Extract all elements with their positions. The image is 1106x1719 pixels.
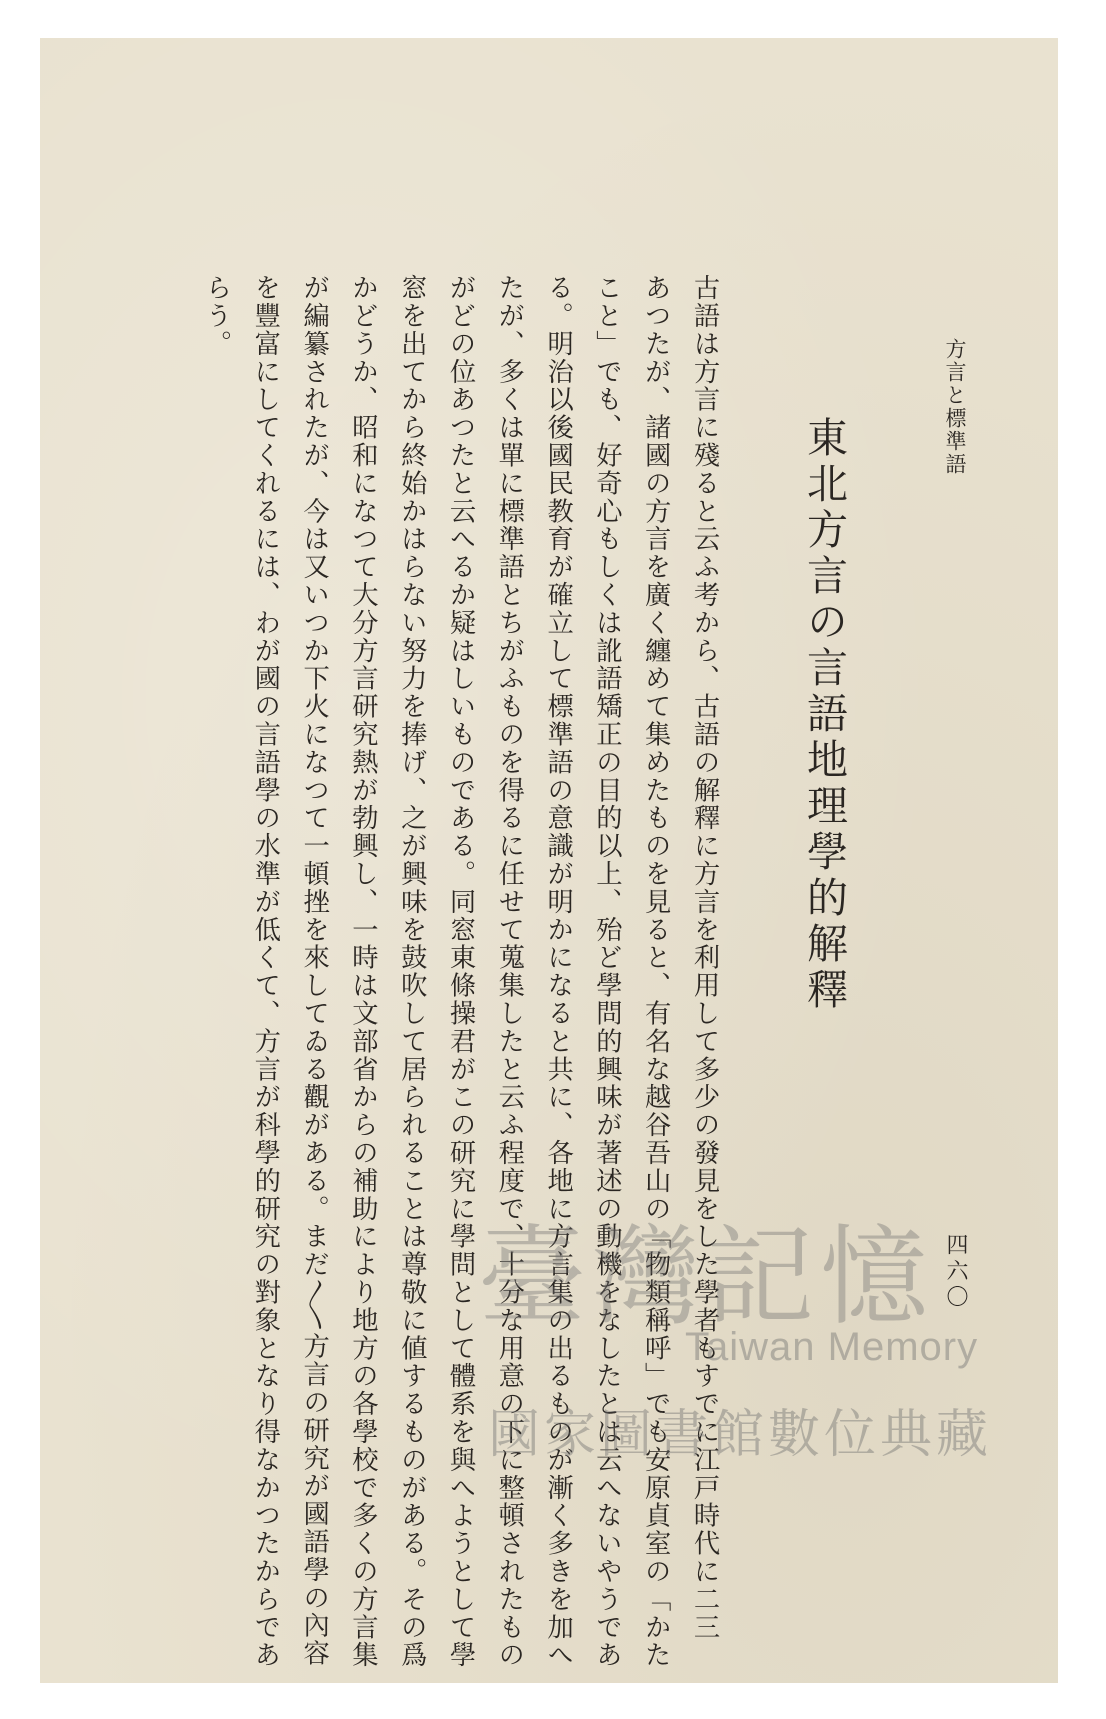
- paragraph-line: がどの位あつたと云へるか疑はしいものである。同窓東條操君がこの研究に學問として體系を與へようとして學: [445, 274, 476, 1669]
- page-number: 四六〇: [943, 1233, 968, 1311]
- article-title: 東北方言の言語地理學的解釋: [800, 416, 848, 1014]
- paragraph-line: る。明治以後國民教育が確立して標準語の意識が明かになると共に、各地に方言集の出るものが漸く多きを加へ: [542, 274, 573, 1669]
- paragraph-line: たが、多くは單に標準語とちがふものを得るに任せて蒐集したと云ふ程度で、十分な用意の下に整頓されたもの: [493, 274, 524, 1669]
- watermark-logo: 臺灣記憶: [478, 1215, 935, 1340]
- paragraph-line: こと」でも、好奇心もしくは訛語矯正の目的以上、殆ど學問的興味が著述の動機をなしたとは云へないやうであ: [591, 274, 622, 1669]
- paragraph-line: かどうか、昭和になつて大分方言研究熱が勃興し、一時は文部省からの補助により地方の各學校で多くの方言集: [347, 274, 378, 1669]
- running-head: 方言と標準語: [943, 338, 967, 476]
- paragraph-line: らう。: [201, 274, 232, 358]
- paragraph-line: 窓を出てから終始かはらない努力を捧げ、之が興味を鼓吹して居られることは尊敬に値するものがある。その爲: [396, 274, 427, 1669]
- paragraph-line: あつたが、諸國の方言を廣く纏めて集めたものを見ると、有名な越谷吾山の「物類稱呼」でも安原貞室の「かた: [640, 274, 671, 1669]
- paragraph-line: が編纂されたが、今は又いつか下火になつて一頓挫を來してゐる觀がある。まだ〳〵方言の研究が國語學の內容: [298, 274, 329, 1668]
- paragraph-line: を豐富にしてくれるには、わが國の言語學の水準が低くて、方言が科學的研究の對象となり得なかつたからであ: [249, 274, 280, 1669]
- watermark-chinese: 國家圖書館數位典藏: [488, 1405, 993, 1465]
- paragraph-line: 古語は方言に殘ると云ふ考から、古語の解釋に方言を利用して多少の發見をした學者もすでに江戸時代に二三: [689, 274, 719, 1642]
- watermark-english: Taiwan Memory: [685, 1325, 979, 1369]
